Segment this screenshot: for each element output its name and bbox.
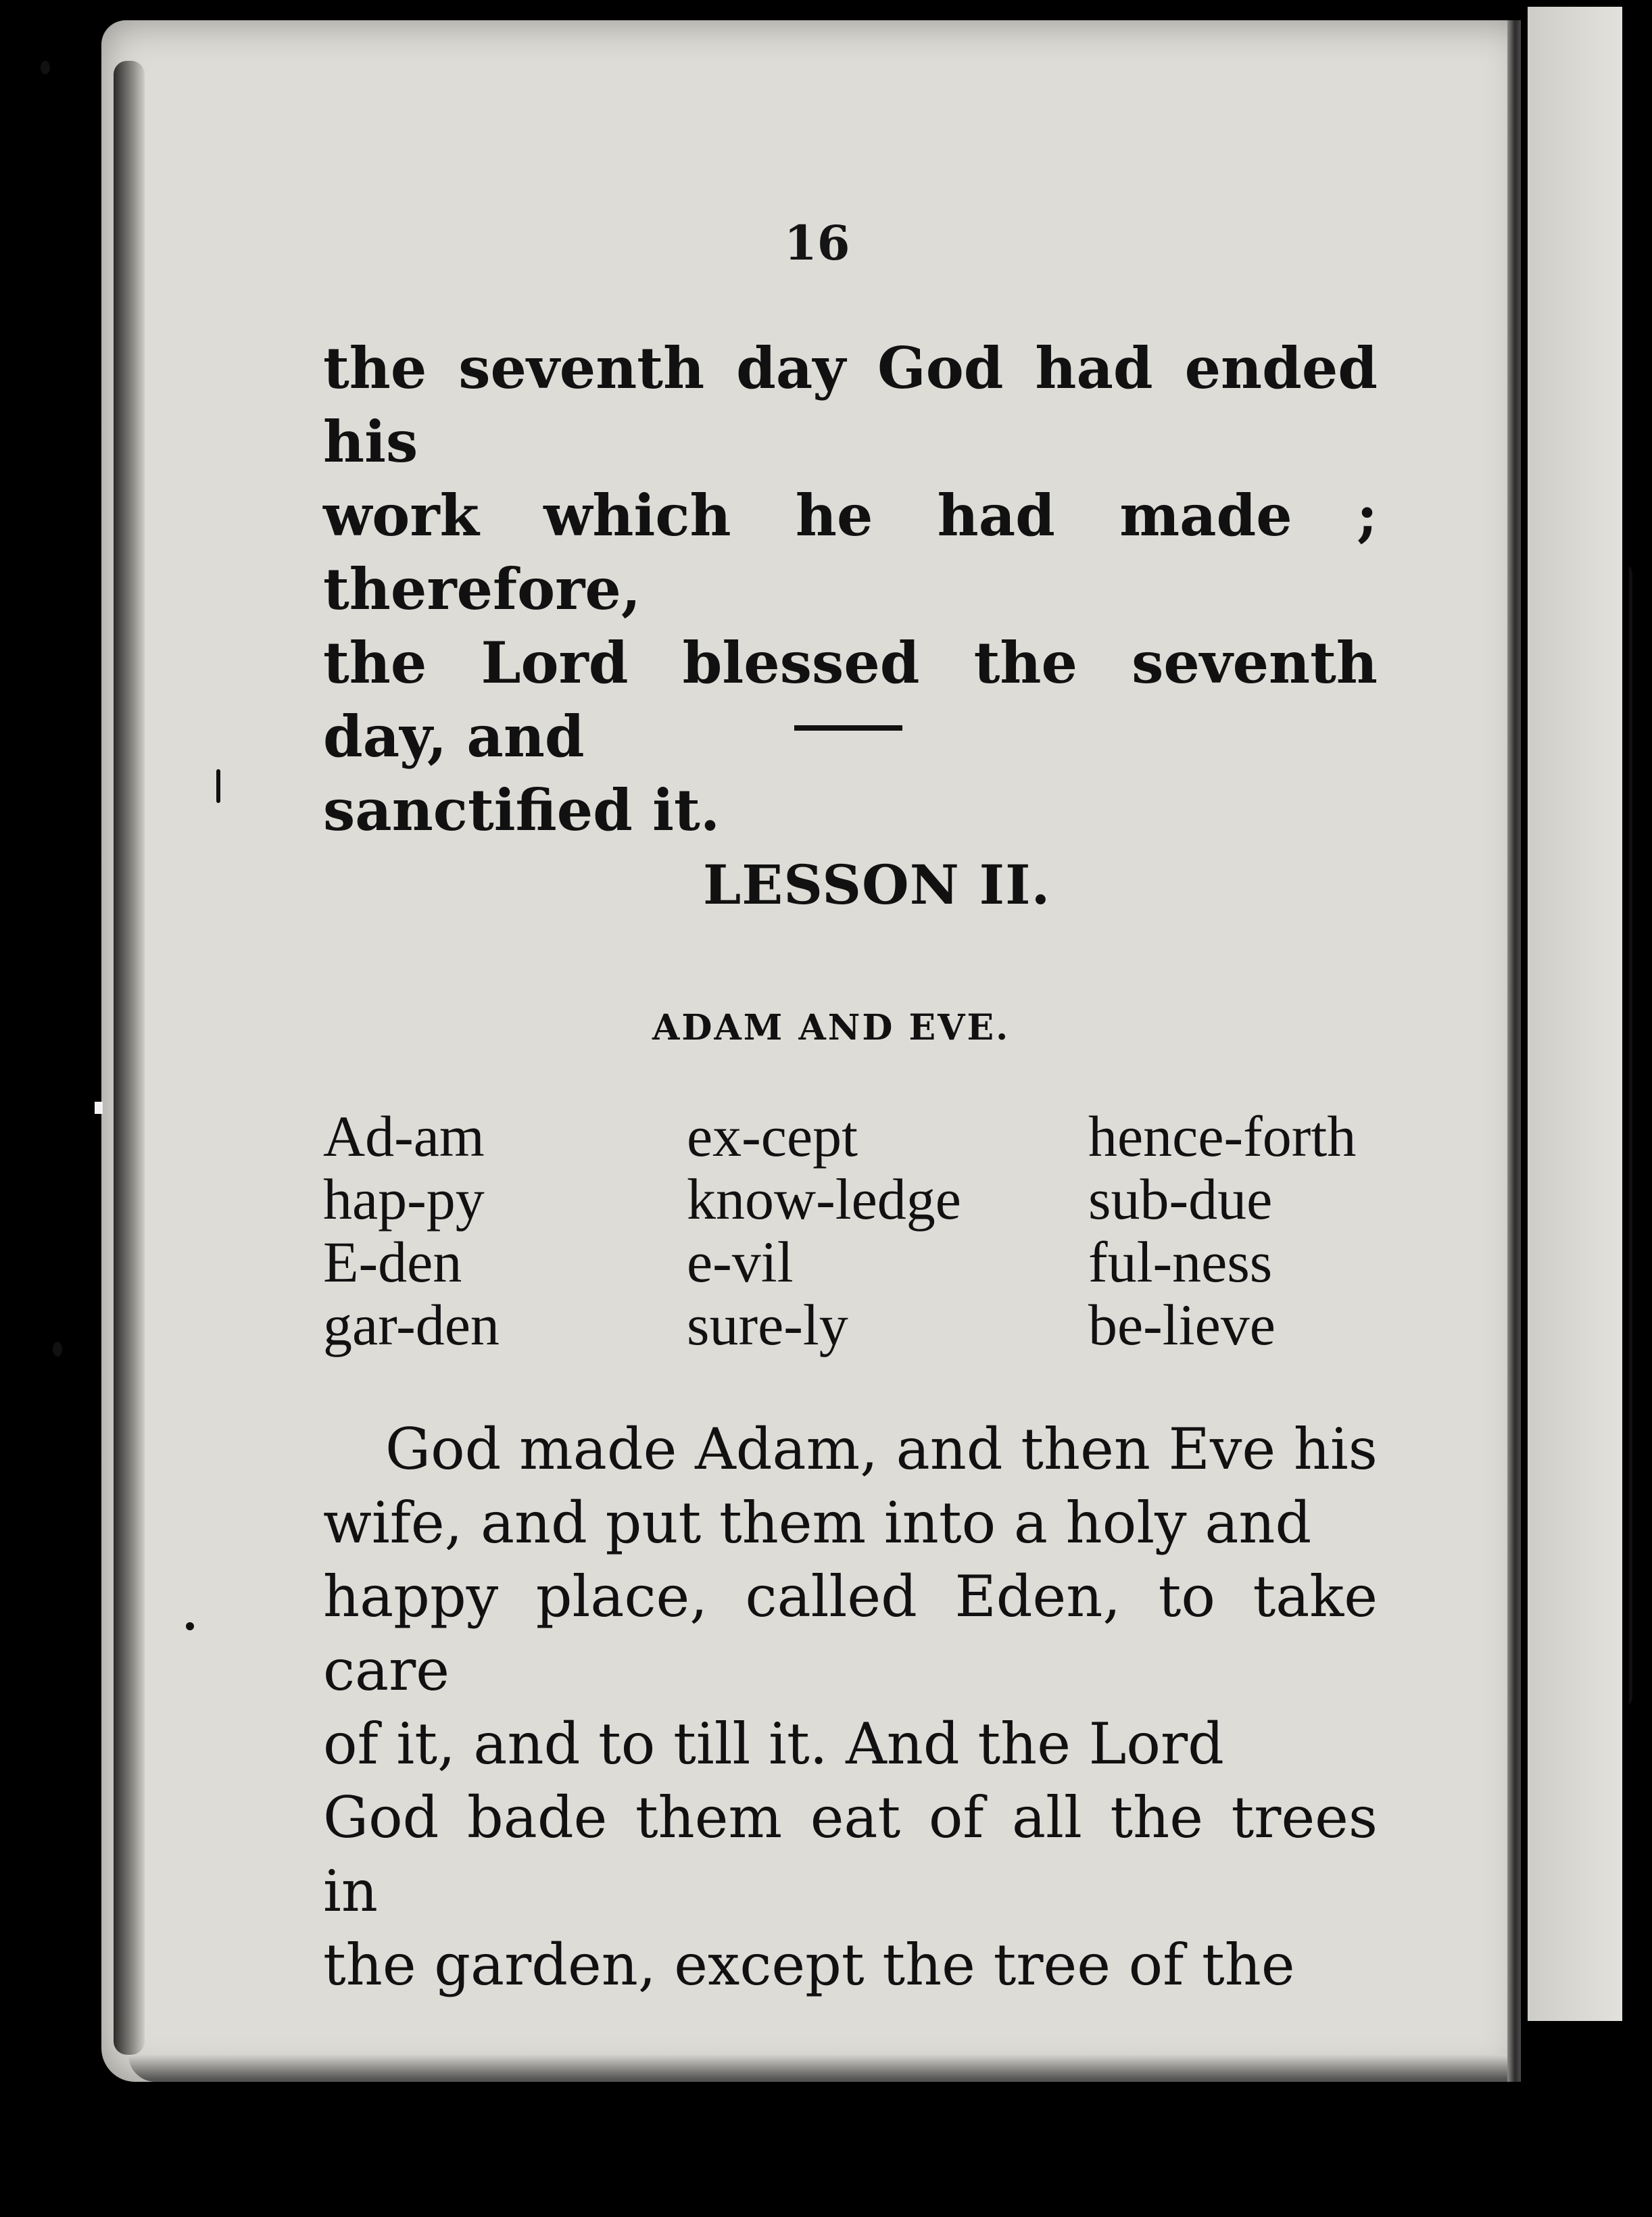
spelling-word: Ad-am bbox=[323, 1104, 485, 1169]
body-paragraph bbox=[323, 1413, 1378, 2002]
next-page-edge bbox=[1528, 7, 1622, 2021]
opening-paragraph bbox=[323, 331, 1378, 847]
spelling-word: be-lieve bbox=[1088, 1292, 1276, 1357]
body-line: God bade them eat of all the trees in bbox=[323, 1784, 1378, 1924]
scan-mark bbox=[95, 1102, 103, 1114]
spelling-word: hap-py bbox=[323, 1167, 485, 1232]
spelling-word-list bbox=[323, 1105, 1398, 1375]
word-column-1 bbox=[323, 1105, 500, 1357]
opening-line: sanctified it. bbox=[323, 777, 721, 844]
lesson-subtitle: ADAM AND EVE. bbox=[652, 1007, 1011, 1048]
body-line: happy place, called Eden, to take care bbox=[323, 1563, 1378, 1703]
opening-line: the seventh day God had ended his bbox=[323, 335, 1378, 475]
spelling-word: ex-cept bbox=[687, 1104, 858, 1169]
spelling-word: sub-due bbox=[1088, 1167, 1273, 1232]
spelling-word: ful-ness bbox=[1088, 1229, 1273, 1294]
scan-speck bbox=[186, 1622, 194, 1630]
scan-speck bbox=[41, 61, 50, 74]
spelling-word: know-ledge bbox=[687, 1167, 961, 1232]
spelling-word: E-den bbox=[323, 1229, 462, 1294]
spelling-word: sure-ly bbox=[687, 1292, 848, 1357]
body-line: God made Adam, and then Eve his bbox=[385, 1416, 1378, 1482]
word-column-3 bbox=[1088, 1105, 1356, 1357]
spelling-word: e-vil bbox=[687, 1229, 794, 1294]
opening-line: the Lord blessed the seventh day, and bbox=[323, 629, 1378, 770]
word-column-2 bbox=[687, 1105, 961, 1357]
section-divider bbox=[794, 725, 902, 731]
scan-speck bbox=[216, 769, 220, 803]
spelling-word: hence-forth bbox=[1088, 1104, 1357, 1169]
body-line: of it, and to till it. And the Lord bbox=[323, 1711, 1224, 1777]
scan-speck bbox=[53, 1342, 62, 1357]
body-line: wife, and put them into a holy and bbox=[323, 1490, 1312, 1556]
page-left-edge bbox=[114, 61, 145, 2055]
spelling-word: gar-den bbox=[323, 1292, 500, 1357]
opening-line: work which he had made ; therefore, bbox=[323, 482, 1378, 623]
page-bottom-edge bbox=[128, 2055, 1521, 2082]
lesson-title: LESSON II. bbox=[703, 853, 1051, 917]
page-number: 16 bbox=[784, 215, 850, 271]
body-line: the garden, except the tree of the bbox=[323, 1932, 1295, 1998]
